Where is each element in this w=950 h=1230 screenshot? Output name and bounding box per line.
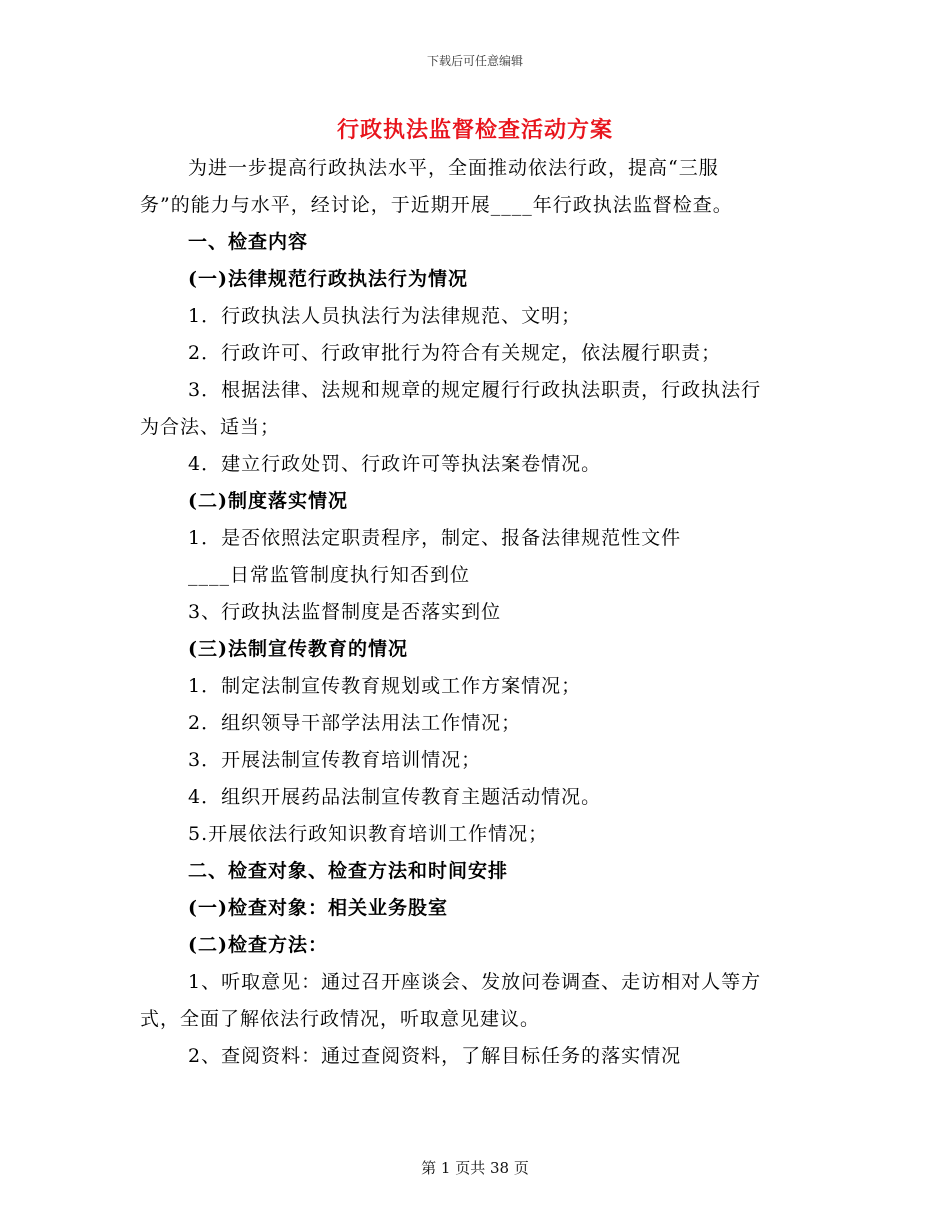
paragraph-line: ____日常监管制度执行知否到位: [188, 564, 471, 586]
paragraph-line: 1．是否依照法定职责程序，制定、报备法律规范性文件: [188, 527, 682, 549]
paragraph-line: 2、查阅资料：通过查阅资料，了解目标任务的落实情况: [188, 1045, 682, 1067]
section-heading: (二)检查方法：: [188, 934, 328, 956]
paragraph-line: 务”的能力与水平，经讨论，于近期开展____年行政执法监督检查。: [140, 194, 733, 216]
document-body: [140, 150, 820, 1075]
paragraph-line: 3．开展法制宣传教育培训情况；: [188, 749, 482, 771]
paragraph-line: 为进一步提高行政执法水平，全面推动依法行政，提高“三服: [188, 157, 719, 179]
paragraph-line: 3、行政执法监督制度是否落实到位: [188, 601, 502, 623]
page-header: 下载后可任意编辑: [426, 54, 523, 68]
section-heading: (一)检查对象：相关业务股室: [188, 897, 448, 919]
section-heading: 一、检查内容: [188, 231, 309, 253]
paragraph-line: 1．行政执法人员执法行为法律规范、文明；: [188, 305, 582, 327]
paragraph-line: 2．组织领导干部学法用法工作情况；: [188, 712, 522, 734]
paragraph-line: 4．建立行政处罚、行政许可等执法案卷情况。: [188, 453, 602, 475]
page-footer: 第 1 页共 38 页: [421, 1159, 529, 1177]
section-heading: 二、检查对象、检查方法和时间安排: [188, 860, 509, 882]
paragraph-line: 为合法、适当；: [140, 416, 281, 438]
section-heading: (二)制度落实情况: [188, 490, 348, 512]
document-title: 行政执法监督检查活动方案: [336, 117, 613, 143]
section-heading: (一)法律规范行政执法行为情况: [188, 268, 468, 290]
section-heading: (三)法制宣传教育的情况: [188, 638, 408, 660]
paragraph-line: 5.开展依法行政知识教育培训工作情况；: [188, 823, 549, 845]
paragraph-line: 4．组织开展药品法制宣传教育主题活动情况。: [188, 786, 602, 808]
paragraph-line: 2．行政许可、行政审批行为符合有关规定，依法履行职责；: [188, 342, 722, 364]
paragraph-line: 3．根据法律、法规和规章的规定履行行政执法职责，行政执法行: [188, 379, 762, 401]
paragraph-line: 1．制定法制宣传教育规划或工作方案情况；: [188, 675, 582, 697]
paragraph-line: 1、听取意见：通过召开座谈会、发放问卷调查、走访相对人等方: [188, 971, 762, 993]
paragraph-line: 式，全面了解依法行政情况，听取意见建议。: [140, 1008, 541, 1030]
